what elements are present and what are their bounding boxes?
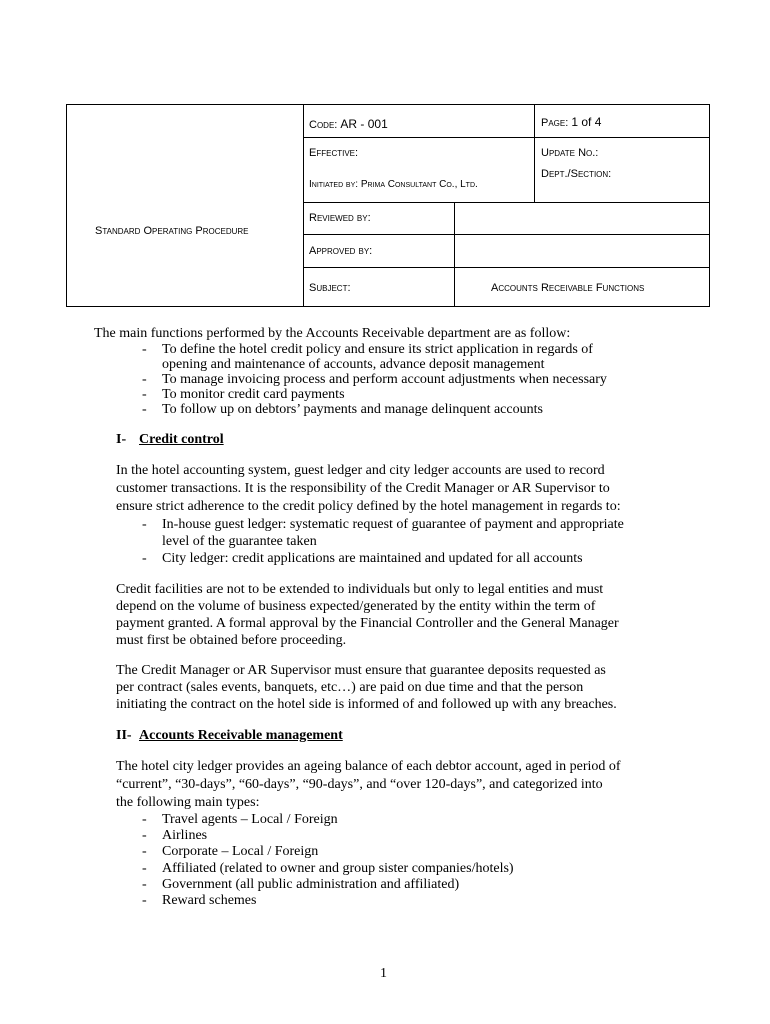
section-number: I- (116, 432, 127, 447)
divider (303, 137, 709, 138)
header-table (66, 104, 710, 307)
bullet-dash: - (142, 861, 147, 876)
paragraph-line: initiating the contract on the hotel side is informed of and followed up with any breaches. (116, 697, 617, 712)
code-field (309, 117, 388, 131)
approved-label: Approved by: (309, 245, 373, 257)
divider (303, 202, 709, 203)
paragraph-line: In the hotel accounting system, guest ledger and city ledger accounts are used to record (116, 463, 605, 478)
list-item: To follow up on debtors’ payments and manage delinquent accounts (162, 402, 543, 417)
reviewed-label: Reviewed by: (309, 212, 371, 224)
bullet-dash: - (142, 844, 147, 859)
list-item: Reward schemes (162, 893, 257, 908)
bullet-dash: - (142, 402, 147, 417)
bullet-dash: - (142, 342, 147, 357)
paragraph-line: ensure strict adherence to the credit policy defined by the hotel management in regards to: (116, 499, 621, 514)
divider (303, 105, 304, 306)
paragraph-line: The Credit Manager or AR Supervisor must ensure that guarantee deposits requested as (116, 663, 606, 678)
paragraph-line: per contract (sales events, banquets, etc…) are paid on due time and that the person (116, 680, 584, 695)
list-item: Corporate – Local / Foreign (162, 844, 319, 859)
page-number: 1 (380, 966, 387, 981)
paragraph-line: the following main types: (116, 795, 260, 810)
subject-label: Subject: (309, 282, 351, 294)
bullet-dash: - (142, 877, 147, 892)
divider (534, 105, 535, 202)
paragraph-line: customer transactions. It is the responsibility of the Credit Manager or AR Supervisor to (116, 481, 610, 496)
divider (303, 267, 709, 268)
effective-label: Effective: (309, 147, 359, 159)
bullet-dash: - (142, 828, 147, 843)
list-item: Airlines (162, 828, 208, 843)
procedure-title: Standard Operating Procedure (95, 225, 249, 237)
section-title: Accounts Receivable management (139, 728, 343, 743)
divider (454, 202, 455, 306)
code-value: AR - 001 (340, 117, 388, 131)
subject-value: Accounts Receivable Functions (491, 282, 645, 294)
list-item: To monitor credit card payments (162, 387, 345, 402)
divider (303, 234, 709, 235)
bullet-dash: - (142, 387, 147, 402)
paragraph-line: The hotel city ledger provides an ageing balance of each debtor account, aged in period of (116, 759, 621, 774)
bullet-dash: - (142, 551, 147, 566)
list-item: opening and maintenance of accounts, advance deposit management (162, 357, 545, 372)
list-item: Travel agents – Local / Foreign (162, 812, 338, 827)
list-item: level of the guarantee taken (162, 534, 317, 549)
page-field (541, 115, 601, 129)
list-item: Affiliated (related to owner and group sister companies/hotels) (162, 861, 514, 876)
bullet-dash: - (142, 517, 147, 532)
paragraph-line: payment granted. A formal approval by the Financial Controller and the General Manager (116, 616, 619, 631)
bullet-dash: - (142, 812, 147, 827)
page-label: Page: (541, 117, 569, 129)
page-value: 1 of 4 (571, 115, 602, 129)
bullet-dash: - (142, 372, 147, 387)
bullet-dash: - (142, 893, 147, 908)
paragraph-line: “current”, “30-days”, “60-days”, “90-days”, and “over 120-days”, and categorized into (116, 777, 603, 792)
list-item: To manage invoicing process and perform account adjustments when necessary (162, 372, 607, 387)
intro-lead: The main functions performed by the Accounts Receivable department are as follow: (94, 326, 571, 341)
code-label: Code: (309, 119, 338, 131)
list-item: City ledger: credit applications are maintained and updated for all accounts (162, 551, 583, 566)
paragraph-line: depend on the volume of business expected/generated by the entity within the term of (116, 599, 596, 614)
dept-label: Dept./Section: (541, 168, 612, 180)
list-item: To define the hotel credit policy and ensure its strict application in regards of (162, 342, 593, 357)
paragraph-line: must first be obtained before proceeding. (116, 633, 347, 648)
paragraph-line: Credit facilities are not to be extended to individuals but only to legal entities and must (116, 582, 604, 597)
section-number: II- (116, 728, 132, 743)
list-item: In-house guest ledger: systematic request of guarantee of payment and appropriate (162, 517, 624, 532)
section-title: Credit control (139, 432, 224, 447)
list-item: Government (all public administration and affiliated) (162, 877, 460, 892)
update-label: Update No.: (541, 147, 599, 159)
initiated-label: Initiated by: Prima Consultant Co., Ltd. (309, 179, 478, 190)
